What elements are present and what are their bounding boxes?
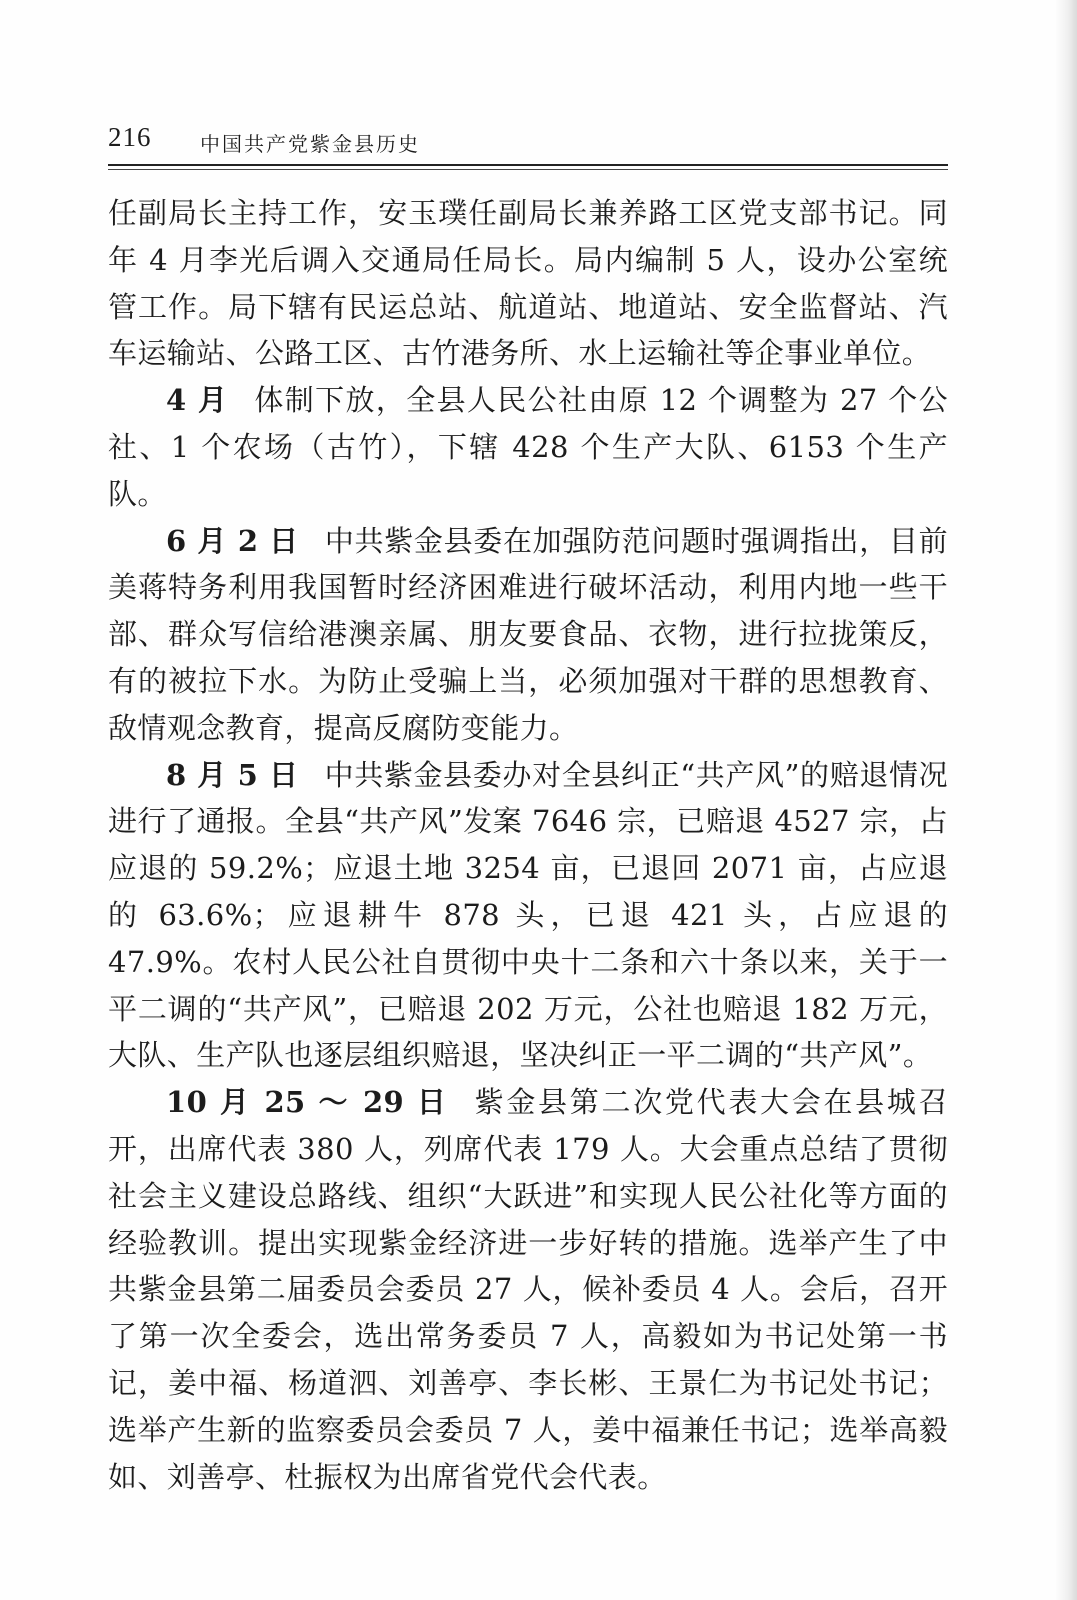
entry-text: 中共紫金县委办对全县纠正“共产风”的赔退情况进行了通报。全县“共产风”发案 7646 宗，已赔退 4527 宗，占应退的 59.2%；应退土地 3254 亩，已退回 2071 亩，占应退的 63.6%；应退耕牛 878 头，已退 421 头，占应退的 47.9%。农村人民公社自贯彻中央十二条和六十条以来，关于一平二调的“共产风”，已赔退 202 万元，公社也赔退 182 万元，大队、生产队也逐层组织赔退，坚决纠正一平二调的“共产风”。 — [108, 757, 948, 1073]
entry-april — [108, 377, 948, 517]
entry-text: 中共紫金县委在加强防范问题时强调指出，目前美蒋特务利用我国暂时经济困难进行破坏活动，利用内地一些干部、群众写信给港澳亲属、朋友要食品、衣物，进行拉拢策反，有的被拉下水。为防止受骗上当，必须加强对干群的思想教育、敌情观念教育，提高反腐防变能力。 — [108, 523, 948, 745]
entry-august-5 — [108, 752, 948, 1080]
entry-june-2 — [108, 518, 948, 752]
entry-text: 紫金县第二次党代表大会在县城召开，出席代表 380 人，列席代表 179 人。大会重点总结了贯彻社会主义建设总路线、组织“大跃进”和实现人民公社化等方面的经验教训。提出实现紫金经济进一步好转的措施。选举产生了中共紫金县第二届委员会委员 27 人，候补委员 4 人。会后，召开了第一次全委会，选出常务委员 7 人，高毅如为书记处第一书记，姜中福、杨道泗、刘善亭、李长彬、王景仁为书记处书记；选举产生新的监察委员会委员 7 人，姜中福兼任书记；选举高毅如、刘善亭、杜振权为出席省党代会代表。 — [108, 1085, 948, 1494]
entry-date: 4 月 — [166, 383, 229, 418]
header-rule-thin — [108, 169, 948, 170]
entry-text: 体制下放，全县人民公社由原 12 个调整为 27 个公社、1 个农场（古竹），下辖 428 个生产大队、6153 个生产队。 — [108, 383, 948, 511]
entry-date: 6 月 2 日 — [166, 523, 299, 558]
page-number: 216 — [108, 122, 152, 152]
header-rule-thick — [108, 164, 948, 166]
entry-date: 10 月 25 ～ 29 日 — [166, 1085, 449, 1120]
entry-date: 8 月 5 日 — [166, 757, 299, 792]
page-edge-shadow — [1055, 0, 1077, 1600]
page-header — [108, 122, 948, 162]
paragraph-text: 任副局长主持工作，安玉璞任副局长兼养路工区党支部书记。同年 4 月李光后调入交通局任局长。局内编制 5 人，设办公室统管工作。局下辖有民运总站、航道站、地道站、安全监督站、汽车运输站、公路工区、古竹港务所、水上运输社等企事业单位。 — [108, 196, 948, 371]
body-text — [108, 190, 948, 1500]
running-title: 中国共产党紫金县历史 — [200, 132, 420, 156]
paragraph-continued — [108, 190, 948, 377]
entry-october-25-29 — [108, 1079, 948, 1500]
